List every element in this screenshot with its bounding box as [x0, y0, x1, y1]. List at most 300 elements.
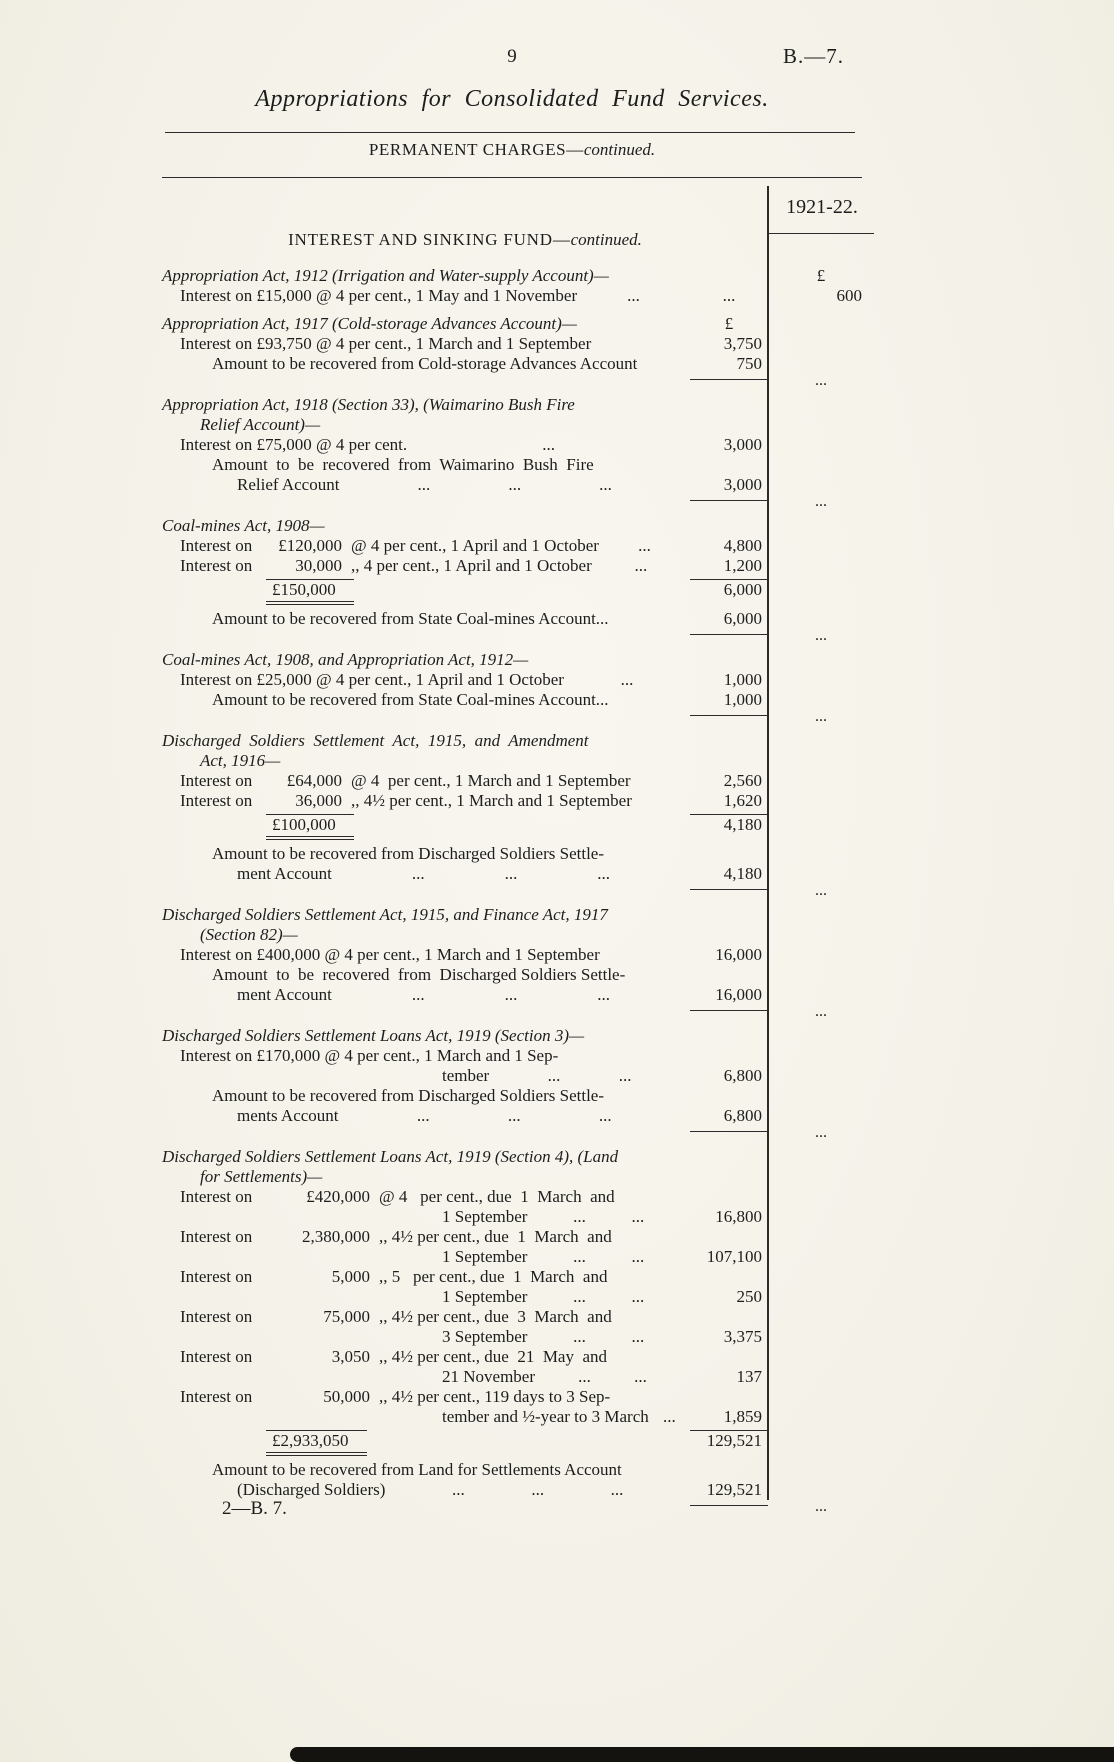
leader-dots: ... — [631, 1247, 645, 1266]
leader-dots: ... — [573, 1247, 586, 1266]
amount-column-value: 1,620 — [723, 791, 762, 810]
section-heading-continued: continued. — [570, 230, 642, 249]
line-text: Amount to be recovered from Discharged Soldiers Settle- — [212, 1086, 604, 1105]
sum-rule-row — [162, 710, 874, 723]
dot-leader — [592, 556, 690, 576]
leader-dots: ... — [597, 864, 611, 883]
line-main — [162, 609, 690, 629]
line-text: Discharged Soldiers Settlement Loans Act, 1919 (Section 4), (Land — [162, 1147, 619, 1166]
line-text: Coal-mines Act, 1908, and Appropriation Act, 1912— — [162, 650, 529, 669]
line-main — [162, 1287, 690, 1307]
line-text: Amount to be recovered from Discharged Soldiers Settle- — [212, 844, 604, 863]
continuation-line — [162, 985, 874, 1005]
line-main — [162, 1327, 690, 1347]
year-column-value: ... — [815, 627, 827, 644]
act-title-line — [162, 905, 874, 925]
year-column-value: £ — [816, 266, 826, 285]
year-column-value: ... — [815, 708, 827, 725]
appropriation-entry — [162, 731, 874, 897]
line-text: Appropriation Act, 1917 (Cold-storage Advances Account)— — [162, 314, 577, 333]
continuation-line — [162, 864, 874, 884]
interest-line — [162, 1387, 874, 1407]
line-text: ,, 4½ per cent., 1 March and 1 September — [351, 791, 632, 810]
dot-leader — [577, 286, 690, 306]
dot-leader — [535, 1367, 690, 1387]
line-main — [162, 905, 690, 925]
line-text: Relief Account)— — [200, 415, 321, 434]
appropriation-entry — [162, 516, 874, 642]
year-column-value: ... — [815, 372, 827, 389]
line-text: Interest on £400,000 @ 4 per cent., 1 March and 1 September — [180, 945, 600, 964]
recovery-line — [162, 354, 874, 374]
entries — [162, 266, 874, 1513]
interest-label: Interest on — [180, 791, 253, 810]
amount-column-value: ... — [722, 286, 736, 305]
leader-dots: ... — [504, 985, 518, 1004]
leader-dots: ... — [573, 1287, 586, 1306]
line-main — [162, 1167, 690, 1187]
continuation-line — [162, 1407, 874, 1427]
line-text: ,, 4½ per cent., 119 days to 3 Sep- — [379, 1387, 611, 1406]
leader-dots: ... — [547, 1066, 561, 1085]
interest-label: Interest on — [180, 771, 253, 790]
leader-dots: ... — [573, 1207, 586, 1226]
amount-column-value — [690, 1131, 768, 1139]
line-main — [162, 751, 690, 771]
line-main — [162, 1086, 690, 1106]
amount-column-value: 16,800 — [715, 1207, 762, 1226]
document-title: Appropriations for Consolidated Fund Services. — [255, 86, 769, 112]
principal-total-line — [162, 579, 874, 605]
line-main — [162, 1005, 690, 1018]
line-text: Discharged Soldiers Settlement Loans Act, 1919 (Section 3)— — [162, 1026, 585, 1045]
sum-rule-row — [162, 374, 874, 387]
line-main — [162, 945, 690, 965]
principal-amount: £120,000 — [278, 536, 342, 555]
line-main — [162, 925, 690, 945]
amount-column-value: 750 — [736, 354, 762, 373]
amount-column-value: 6,000 — [723, 609, 762, 628]
leader-dots: ... — [634, 556, 648, 575]
appropriation-entry — [162, 314, 874, 387]
line-main — [162, 435, 690, 455]
line-text: 1 September — [442, 1207, 528, 1226]
principal-total: £100,000 — [266, 814, 354, 840]
act-title-line — [162, 516, 874, 536]
line-text: tember and ½-year to 3 March — [442, 1407, 649, 1426]
line-main — [162, 1187, 690, 1207]
continuation-line — [162, 1207, 874, 1227]
interest-line — [162, 945, 874, 965]
leader-dots: ... — [411, 864, 425, 883]
amount-column-value: 2,560 — [723, 771, 762, 790]
year-column-value: ... — [815, 1003, 827, 1020]
dot-leader — [527, 1247, 690, 1267]
continuation-line — [162, 1480, 874, 1500]
leader-dots: ... — [618, 1066, 632, 1085]
act-title-line — [162, 1147, 874, 1167]
leader-dots: ... — [451, 1480, 465, 1499]
leader-dots: ... — [634, 1367, 647, 1386]
dot-leader — [339, 1106, 690, 1126]
amount-column-value — [690, 379, 768, 387]
continuation-line — [162, 1106, 874, 1126]
interest-label: Interest on — [180, 1267, 253, 1286]
line-main — [162, 455, 690, 475]
continuation-line — [162, 1367, 874, 1387]
line-main — [162, 1347, 690, 1367]
principal-total: £2,933,050 — [266, 1430, 367, 1456]
amount-column-value: 3,000 — [723, 475, 762, 494]
line-main — [162, 556, 690, 576]
line-text: (Discharged Soldiers) — [237, 1480, 386, 1499]
interest-line — [162, 791, 874, 811]
amount-column-value: 1,200 — [723, 556, 762, 575]
line-main — [162, 495, 690, 508]
line-text: (Section 82)— — [200, 925, 298, 944]
act-title-line — [162, 650, 874, 670]
amount-column-value: 6,000 — [690, 579, 768, 600]
line-text: ,, 5 per cent., due 1 March and — [379, 1267, 608, 1286]
dot-leader — [527, 1207, 690, 1227]
line-text: Interest on £25,000 @ 4 per cent., 1 April and 1 October — [180, 670, 564, 689]
line-main — [162, 710, 690, 723]
interest-line — [162, 536, 874, 556]
line-main — [162, 791, 690, 811]
sum-rule-row — [162, 1005, 874, 1018]
line-main — [162, 629, 690, 642]
line-main — [162, 334, 690, 354]
line-main — [162, 985, 690, 1005]
interest-line — [162, 286, 874, 306]
line-text: ment Account — [237, 985, 332, 1004]
leader-dots: ... — [417, 475, 431, 494]
line-main — [162, 286, 690, 306]
line-main — [162, 690, 690, 710]
line-main — [162, 415, 690, 435]
line-main — [162, 1026, 690, 1046]
amount-column-value: 6,800 — [723, 1066, 762, 1085]
appropriation-entry — [162, 650, 874, 723]
interest-line — [162, 334, 874, 354]
line-main — [162, 670, 690, 690]
line-main — [162, 1407, 690, 1427]
amount-column-value: 107,100 — [706, 1247, 762, 1266]
line-text: Amount to be recovered from Land for Settlements Account — [212, 1460, 622, 1479]
line-main — [162, 1227, 690, 1247]
line-text: tember — [442, 1066, 490, 1085]
line-text: Appropriation Act, 1918 (Section 33), (Waimarino Bush Fire — [162, 395, 575, 414]
leader-dots: ... — [573, 1327, 586, 1346]
section-heading — [162, 230, 768, 250]
line-main — [162, 1147, 690, 1167]
recovery-line — [162, 455, 874, 475]
principal-amount: 3,050 — [331, 1347, 370, 1366]
line-main — [162, 1247, 690, 1267]
act-title-line — [162, 266, 874, 286]
leader-dots: ... — [504, 864, 518, 883]
line-main — [162, 1106, 690, 1126]
interest-line — [162, 1267, 874, 1287]
line-main — [162, 1126, 690, 1139]
line-text: 1 September — [442, 1287, 528, 1306]
line-text: Interest on £170,000 @ 4 per cent., 1 March and 1 Sep- — [180, 1046, 559, 1065]
leader-dots: ... — [638, 536, 651, 555]
principal-amount: £420,000 — [306, 1187, 370, 1206]
leader-dots: ... — [627, 286, 640, 305]
year-column-value: ... — [815, 493, 827, 510]
act-title-continuation — [162, 751, 874, 771]
line-text: ,, 4 per cent., 1 April and 1 October — [351, 556, 592, 575]
appropriation-entry — [162, 1026, 874, 1139]
table-content — [162, 186, 874, 1521]
recovery-line — [162, 844, 874, 864]
interest-line — [162, 1347, 874, 1367]
principal-amount: 50,000 — [323, 1387, 370, 1406]
leader-dots: ... — [610, 1480, 624, 1499]
interest-label: Interest on — [180, 536, 253, 555]
interest-line — [162, 771, 874, 791]
dot-leader — [599, 536, 690, 556]
dot-leader — [527, 1287, 690, 1307]
act-title-line — [162, 314, 874, 334]
continuation-line — [162, 1247, 874, 1267]
amount-column-value — [690, 715, 768, 723]
leader-dots: ... — [507, 1106, 521, 1125]
year-column-value: ... — [815, 882, 827, 899]
line-text: ments Account — [237, 1106, 339, 1125]
line-text: Appropriation Act, 1912 (Irrigation and Water-supply Account)— — [162, 266, 609, 285]
footer-signature: 2—B. 7. — [222, 1498, 287, 1519]
interest-line — [162, 1227, 874, 1247]
act-title-line — [162, 1026, 874, 1046]
recovery-line — [162, 1460, 874, 1480]
amount-column-value: 1,000 — [723, 690, 762, 709]
line-text: Interest on £75,000 @ 4 per cent. — [180, 435, 408, 454]
principal-amount: 30,000 — [295, 556, 342, 575]
recovery-line — [162, 609, 874, 629]
line-text: @ 4 per cent., due 1 March and — [379, 1187, 615, 1206]
sum-rule-row — [162, 884, 874, 897]
line-main — [162, 771, 690, 791]
amount-column-value: 3,375 — [723, 1327, 762, 1346]
amount-column-value — [690, 634, 768, 642]
amount-column-value: 129,521 — [706, 1480, 762, 1499]
line-main — [162, 844, 690, 864]
line-main — [162, 1367, 690, 1387]
amount-column-value: 250 — [736, 1287, 762, 1306]
interest-label: Interest on — [180, 1227, 253, 1246]
interest-line — [162, 435, 874, 455]
act-title-line — [162, 395, 874, 415]
continuation-line — [162, 1327, 874, 1347]
recovery-line — [162, 965, 874, 985]
dot-leader — [527, 1327, 690, 1347]
amount-column-value: 4,180 — [690, 814, 768, 835]
line-main — [162, 1267, 690, 1287]
dot-leader — [564, 670, 690, 690]
appropriation-entry — [162, 395, 874, 508]
leader-dots: ... — [542, 435, 555, 454]
act-title-continuation — [162, 1167, 874, 1187]
amount-column-value: 16,000 — [715, 985, 762, 1004]
line-text: ,, 4½ per cent., due 3 March and — [379, 1307, 612, 1326]
interest-label: Interest on — [180, 1387, 253, 1406]
amount-column-value — [690, 889, 768, 897]
leader-dots: ... — [631, 1327, 645, 1346]
amount-column-value: 1,859 — [723, 1407, 762, 1426]
amount-column-value: 3,750 — [723, 334, 762, 353]
line-main — [162, 314, 690, 334]
sum-rule-row — [162, 1126, 874, 1139]
line-text: ,, 4½ per cent., due 21 May and — [379, 1347, 608, 1366]
line-main — [162, 884, 690, 897]
leader-dots: ... — [598, 1106, 612, 1125]
line-text: Amount to be recovered from Cold-storage Advances Account — [212, 354, 638, 373]
interest-label: Interest on — [180, 1307, 253, 1326]
amount-column-value: 137 — [736, 1367, 762, 1386]
dot-leader — [649, 1407, 690, 1427]
line-main — [162, 374, 690, 387]
year-column-value: ... — [815, 1498, 827, 1515]
leader-dots: ... — [508, 475, 522, 494]
line-main — [162, 475, 690, 495]
amount-column-value: 4,180 — [723, 864, 762, 883]
line-text: Act, 1916— — [200, 751, 281, 770]
line-main — [162, 354, 690, 374]
line-main — [162, 731, 690, 751]
amount-column-value — [690, 500, 768, 508]
leader-dots: ... — [599, 475, 612, 494]
line-text: 1 September — [442, 1247, 528, 1266]
leader-dots: ... — [620, 670, 634, 689]
continuation-line — [162, 475, 874, 495]
line-text: Discharged Soldiers Settlement Act, 1915, and Amendment — [162, 731, 589, 750]
leader-dots: ... — [663, 1407, 676, 1426]
amount-column-value: 16,000 — [715, 945, 762, 964]
leader-dots: ... — [631, 1287, 645, 1306]
line-main — [162, 1066, 690, 1086]
line-main — [162, 864, 690, 884]
line-text: Interest on £15,000 @ 4 per cent., 1 May and 1 November — [180, 286, 578, 305]
principal-amount: 2,380,000 — [302, 1227, 370, 1246]
line-main — [162, 1460, 690, 1480]
line-text: for Settlements)— — [200, 1167, 323, 1186]
line-text: Amount to be recovered from State Coal-mines Account... — [212, 690, 609, 709]
dot-leader — [407, 435, 690, 455]
amount-column-value: 129,521 — [690, 1430, 768, 1451]
leader-dots: ... — [411, 985, 425, 1004]
interest-line — [162, 1307, 874, 1327]
line-text: @ 4 per cent., 1 April and 1 October — [351, 536, 599, 555]
horizontal-rule-top — [165, 132, 855, 133]
scan-edge-artifact — [290, 1747, 1114, 1762]
fiscal-year-header: 1921-22. — [786, 196, 858, 218]
line-text: Amount to be recovered from Waimarino Bush Fire — [212, 455, 594, 474]
dot-leader — [332, 985, 690, 1005]
line-text: 21 November — [442, 1367, 536, 1386]
dot-leader — [385, 1480, 690, 1500]
line-main — [162, 1430, 690, 1456]
amount-column-value — [690, 1010, 768, 1018]
principal-total-line — [162, 1430, 874, 1456]
interest-line — [162, 1187, 874, 1207]
line-main — [162, 1207, 690, 1227]
line-text: Discharged Soldiers Settlement Act, 1915, and Finance Act, 1917 — [162, 905, 608, 924]
act-title-continuation — [162, 415, 874, 435]
dot-leader — [332, 864, 690, 884]
horizontal-rule-second — [162, 177, 862, 178]
interest-line — [162, 1046, 874, 1066]
principal-amount: £64,000 — [286, 771, 342, 790]
line-text: @ 4 per cent., 1 March and 1 September — [351, 771, 631, 790]
page-number: 9 — [507, 46, 517, 67]
principal-total: £150,000 — [266, 579, 354, 605]
recovery-line — [162, 1086, 874, 1106]
line-text: Amount to be recovered from Discharged Soldiers Settle- — [212, 965, 626, 984]
amount-column-value: £ — [724, 314, 734, 333]
interest-line — [162, 670, 874, 690]
leader-dots: ... — [416, 1106, 430, 1125]
line-main — [162, 536, 690, 556]
amount-column-value: 1,000 — [723, 670, 762, 689]
line-text: Interest on £93,750 @ 4 per cent., 1 March and 1 September — [180, 334, 592, 353]
line-main — [162, 965, 690, 985]
line-text: Relief Account — [237, 475, 340, 494]
interest-label: Interest on — [180, 1347, 253, 1366]
interest-line — [162, 556, 874, 576]
recovery-line — [162, 690, 874, 710]
act-title-continuation — [162, 925, 874, 945]
line-text: Amount to be recovered from State Coal-mines Account... — [212, 609, 609, 628]
continuation-line — [162, 1287, 874, 1307]
year-column-value: 600 — [836, 286, 862, 305]
leader-dots: ... — [597, 985, 611, 1004]
line-main — [162, 1307, 690, 1327]
line-text: ment Account — [237, 864, 332, 883]
sum-rule-row — [162, 629, 874, 642]
leader-dots: ... — [631, 1207, 645, 1226]
amount-column-value: 3,000 — [723, 435, 762, 454]
act-title-line — [162, 731, 874, 751]
section-heading-main: INTEREST AND SINKING FUND— — [288, 230, 571, 249]
line-text: 3 September — [442, 1327, 528, 1346]
document-subtitle — [162, 140, 862, 160]
line-main — [162, 266, 690, 286]
interest-label: Interest on — [180, 556, 253, 575]
subtitle-main: PERMANENT CHARGES— — [368, 140, 584, 159]
appropriation-entry — [162, 266, 874, 306]
dot-leader — [339, 475, 690, 495]
leader-dots: ... — [578, 1367, 591, 1386]
sum-rule-row — [162, 495, 874, 508]
principal-amount: 75,000 — [323, 1307, 370, 1326]
amount-column-value — [690, 1505, 768, 1513]
year-column-value: ... — [815, 1124, 827, 1141]
line-main — [162, 1046, 690, 1066]
principal-amount: 5,000 — [331, 1267, 370, 1286]
appropriation-entry — [162, 905, 874, 1018]
line-main — [162, 1387, 690, 1407]
line-text: Coal-mines Act, 1908— — [162, 516, 325, 535]
line-main — [162, 650, 690, 670]
principal-total-line — [162, 814, 874, 840]
leader-dots: ... — [531, 1480, 545, 1499]
line-main — [162, 1480, 690, 1500]
amount-column-value: 4,800 — [723, 536, 762, 555]
line-text: ,, 4½ per cent., due 1 March and — [379, 1227, 612, 1246]
line-main — [162, 814, 690, 840]
